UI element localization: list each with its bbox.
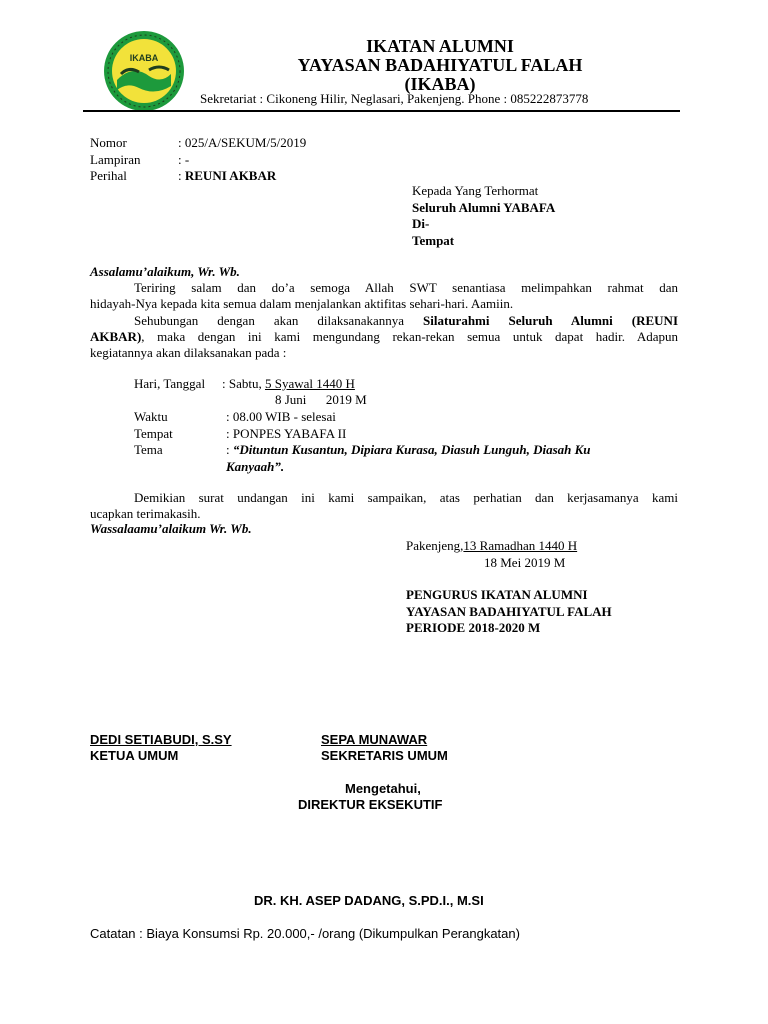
nomor-value: : 025/A/SEKUM/5/2019 <box>178 135 307 150</box>
signing-date-hijri: 13 Ramadhan 1440 H <box>463 538 578 553</box>
greeting: Assalamu’alaikum, Wr. Wb. <box>90 264 240 279</box>
lampiran-value: : - <box>178 152 190 167</box>
recipient-line3: Di- <box>412 216 430 231</box>
farewell: Wassalaamu’alaikum Wr. Wb. <box>90 521 252 536</box>
cost-note: Catatan : Biaya Konsumsi Rp. 20.000,- /orang (Dikumpulkan Perangkatan) <box>90 926 520 941</box>
signatory2-name: SEPA MUNAWAR <box>321 732 428 747</box>
org-committee-line3: PERIODE 2018-2020 M <box>406 620 541 635</box>
recipient-line4: Tempat <box>412 233 455 248</box>
paragraph-1a: Teriring salam dan do’a semoga Allah SWT senantiasa melimpahkan rahmat dan <box>134 280 678 295</box>
org-address: Sekretariat : Cikoneng Hilir, Neglasari, Pakenjeng. Phone : 085222873778 <box>200 91 589 106</box>
org-name-line2: YAYASAN BADAHIYATUL FALAH <box>297 55 583 75</box>
hari-label: Hari, Tanggal <box>134 376 206 391</box>
tempat-label: Tempat <box>134 426 173 441</box>
director-name: DR. KH. ASEP DADANG, S.PD.I., M.SI <box>254 893 484 908</box>
tema-value-b: Kanyaah”. <box>226 459 285 474</box>
paragraph-1b: hidayah-Nya kepada kita semua dalam menjalankan aktifitas sehari-hari. Aamiin. <box>90 296 514 311</box>
header-divider <box>83 110 680 112</box>
waktu-label: Waktu <box>134 409 168 424</box>
perihal-colon: : <box>178 168 185 183</box>
hari-line <box>222 376 355 392</box>
tema-label: Tema <box>134 442 163 457</box>
signatory1-title: KETUA UMUM <box>90 748 179 763</box>
paragraph-2b <box>90 329 678 345</box>
paragraph-2-post: , maka dengan ini kami mengundang rekan-rekan semua untuk dapat hadir. Adapun <box>141 329 678 344</box>
signing-place-date <box>406 538 577 554</box>
ikaba-logo <box>103 30 185 112</box>
tempat-value: : PONPES YABAFA II <box>226 426 347 441</box>
signing-place: Pakenjeng, <box>406 538 464 553</box>
paragraph-2a <box>134 313 678 329</box>
org-name-line1: IKATAN ALUMNI <box>366 36 514 56</box>
signatory1-name: DEDI SETIABUDI, S.SY <box>90 732 232 747</box>
paragraph-2c: kegiatannya akan dilaksanakan pada : <box>90 345 287 360</box>
org-committee-line1: PENGURUS IKATAN ALUMNI <box>406 587 588 602</box>
closing-a: Demikian surat undangan ini kami sampaikan, atas perhatian dan kerjasamanya kami <box>134 490 678 505</box>
hari-value: 5 Syawal 1440 H <box>264 376 355 391</box>
hari-colon: : Sabtu, <box>222 376 265 391</box>
hari-masehi: 8 Juni 2019 M <box>275 392 367 407</box>
recipient-line2: Seluruh Alumni YABAFA <box>412 200 556 215</box>
perihal-line <box>178 168 276 184</box>
tema-line1 <box>226 442 591 458</box>
signatory2-title: SEKRETARIS UMUM <box>321 748 448 763</box>
paragraph-2-pre: Sehubungan dengan akan dilaksanakannya <box>134 313 424 328</box>
closing-b: ucapkan terimakasih. <box>90 506 201 521</box>
paragraph-2-bold2: AKBAR) <box>90 329 142 344</box>
perihal-value: REUNI AKBAR <box>184 168 277 183</box>
nomor-label: Nomor <box>90 135 127 150</box>
logo-text: IKABA <box>129 53 159 63</box>
org-name-line3: (IKABA) <box>404 74 476 94</box>
lampiran-label: Lampiran <box>90 152 141 167</box>
waktu-value: : 08.00 WIB - selesai <box>226 409 336 424</box>
recipient-line1: Kepada Yang Terhormat <box>412 183 539 198</box>
mengetahui-label: Mengetahui, <box>345 781 421 796</box>
org-committee-line2: YAYASAN BADAHIYATUL FALAH <box>406 604 612 619</box>
perihal-label: Perihal <box>90 168 127 183</box>
signing-date-masehi: 18 Mei 2019 M <box>484 555 566 570</box>
tema-value-a: “Dituntun Kusantun, Dipiara Kurasa, Diasuh Lunguh, Diasah Ku <box>232 442 591 457</box>
paragraph-2-bold1: Silaturahmi Seluruh Alumni (REUNI <box>423 313 678 328</box>
director-title: DIREKTUR EKSEKUTIF <box>298 797 443 812</box>
tema-colon: : <box>226 442 233 457</box>
